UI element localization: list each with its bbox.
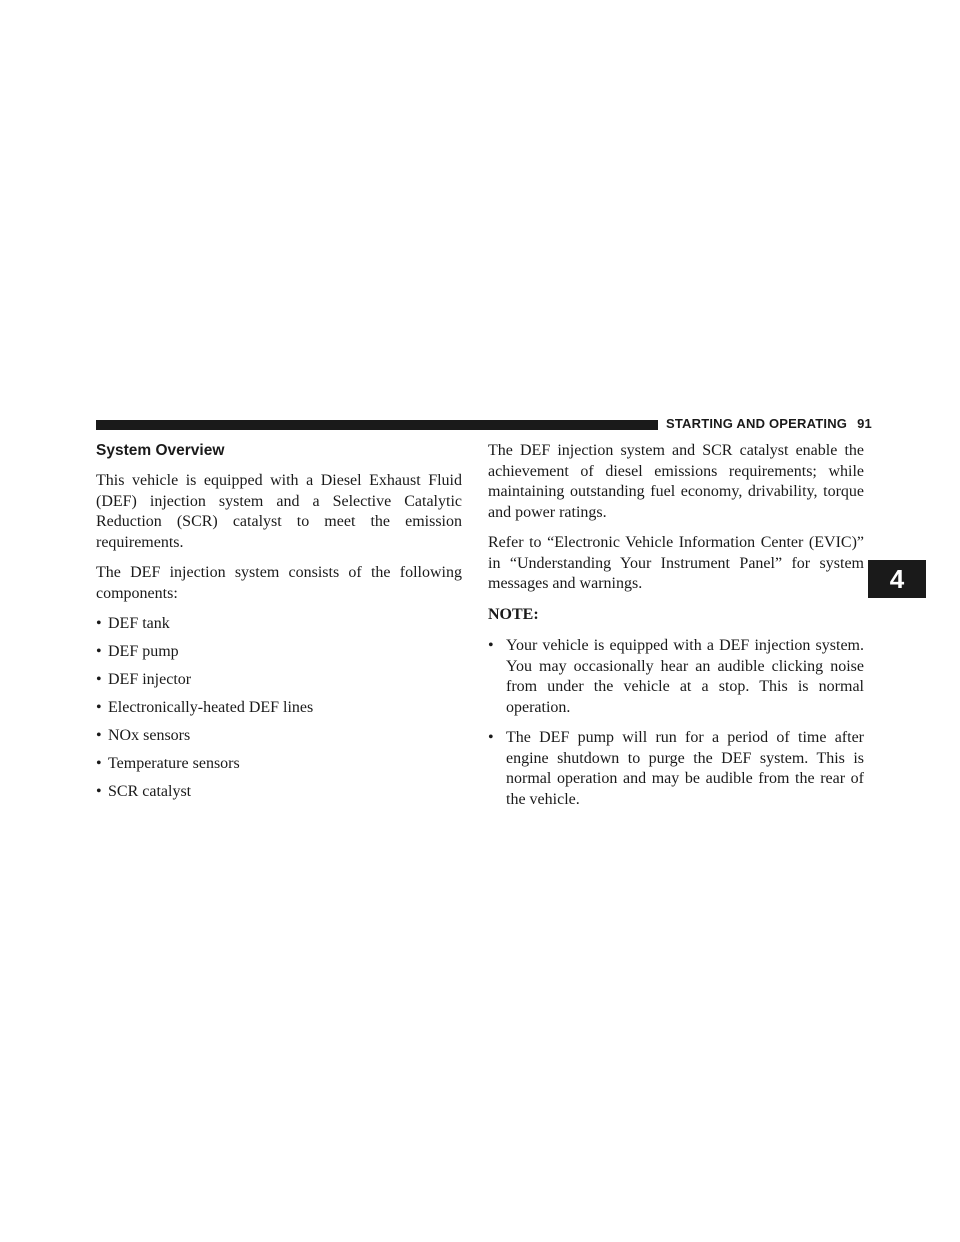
running-header <box>666 416 872 431</box>
list-item: • DEF pump <box>96 642 462 663</box>
bullet-icon: • <box>96 727 102 744</box>
note-label: NOTE: <box>488 605 539 623</box>
list-item: • DEF injector <box>96 670 462 691</box>
list-item: • NOx sensors <box>96 726 462 747</box>
list-item: • Temperature sensors <box>96 754 462 775</box>
bullet-icon: • <box>96 671 102 688</box>
list-item: • Electronically-heated DEF lines <box>96 698 462 719</box>
intro-paragraph: This vehicle is equipped with a Diesel Exhaust Fluid (DEF) injection system and a Selective Catalytic Reduction (SCR) catalyst to meet the emission requirements. <box>96 472 462 551</box>
components-list <box>96 614 462 803</box>
section-title: STARTING AND OPERATING <box>666 416 848 431</box>
bullet-icon: • <box>96 643 102 660</box>
bullet-icon: • <box>488 637 494 654</box>
list-item: • SCR catalyst <box>96 782 462 803</box>
left-column <box>96 441 462 810</box>
list-item: • The DEF pump will run for a period of time after engine shutdown to purge the DEF system. This is normal operation and may be audible from the rear of the vehicle. <box>488 729 864 808</box>
section-heading: System Overview <box>96 442 225 459</box>
page-number: 91 <box>857 416 872 431</box>
bullet-icon: • <box>96 615 102 632</box>
components-intro-paragraph: The DEF injection system consists of the following components: <box>96 564 462 602</box>
evic-reference-paragraph: Refer to “Electronic Vehicle Information Center (EVIC)” in “Understanding Your Instrument Panel” for system messages and warnings. <box>488 534 864 592</box>
header-rule <box>96 420 658 430</box>
list-item: • Your vehicle is equipped with a DEF injection system. You may occasionally hear an audible clicking noise from under the vehicle at a stop. This is normal operation. <box>488 637 864 716</box>
chapter-tab: 4 <box>868 560 926 598</box>
list-item: • DEF tank <box>96 614 462 635</box>
bullet-icon: • <box>96 755 102 772</box>
right-column <box>488 441 864 820</box>
bullet-icon: • <box>96 699 102 716</box>
bullet-icon: • <box>96 783 102 800</box>
emissions-paragraph: The DEF injection system and SCR catalyst enable the achievement of diesel emissions requirements; while maintaining outstanding fuel economy, drivability, torque and power ratings. <box>488 442 864 521</box>
notes-list <box>488 636 864 810</box>
bullet-icon: • <box>488 729 494 746</box>
